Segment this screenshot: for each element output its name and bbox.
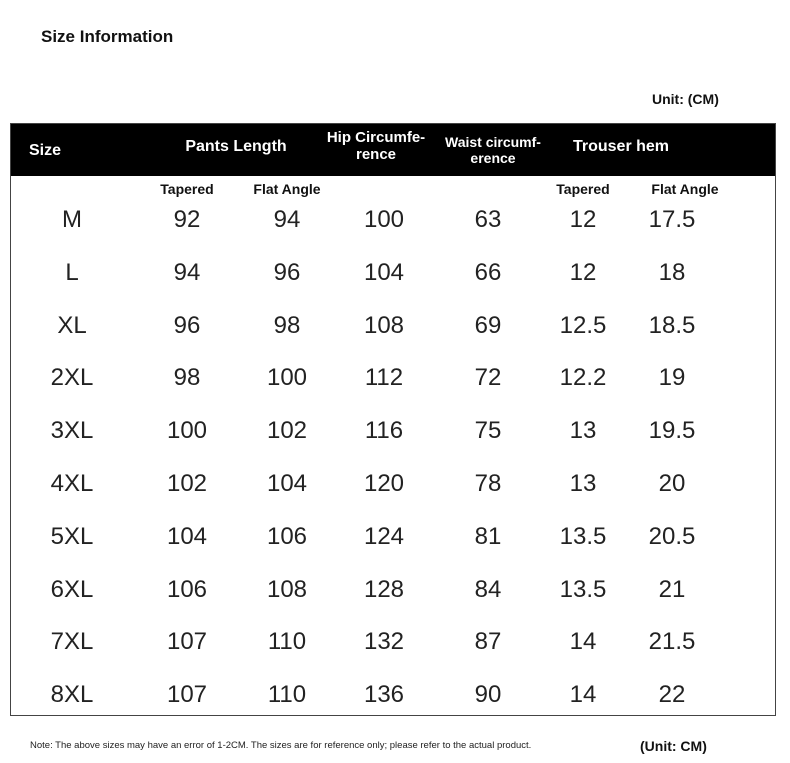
cell-hem-flat-angle: 17.5 <box>648 206 696 233</box>
cell-pants-flat-angle: 100 <box>266 364 308 392</box>
cell-waist: 63 <box>474 206 502 233</box>
cell-pants-flat-angle: 104 <box>266 470 308 497</box>
cell-waist: 90 <box>474 681 502 709</box>
cell-size: 6XL <box>50 575 94 603</box>
cell-pants-flat-angle: 94 <box>273 206 301 233</box>
cell-size: 7XL <box>50 628 94 656</box>
cell-hem-tapered: 14 <box>569 628 597 656</box>
cell-hem-flat-angle: 20 <box>658 470 686 497</box>
cell-hip: 104 <box>363 258 405 286</box>
cell-pants-flat-angle: 110 <box>267 681 307 709</box>
cell-pants-tapered: 96 <box>173 311 201 339</box>
cell-waist: 72 <box>474 364 502 392</box>
cell-hem-flat-angle: 19.5 <box>648 417 696 445</box>
table-row <box>11 352 775 404</box>
cell-pants-tapered: 107 <box>166 628 208 656</box>
subheader-hem-tapered: Tapered <box>556 181 610 197</box>
table-row <box>11 616 775 668</box>
cell-hem-flat-angle: 21.5 <box>648 628 696 656</box>
cell-size: 2XL <box>50 364 94 392</box>
cell-pants-flat-angle: 106 <box>266 522 308 550</box>
cell-waist: 66 <box>474 258 502 286</box>
header-size: Size <box>29 142 62 159</box>
cell-hem-flat-angle: 21 <box>658 575 686 603</box>
cell-waist: 81 <box>474 522 502 550</box>
cell-hem-tapered: 12 <box>569 258 597 286</box>
cell-pants-tapered: 92 <box>173 206 201 233</box>
cell-hip: 128 <box>363 575 405 603</box>
cell-size: XL <box>57 311 87 339</box>
cell-waist: 69 <box>474 311 502 339</box>
cell-hem-flat-angle: 18 <box>658 258 686 286</box>
unit-label-top: Unit: (CM) <box>652 91 719 107</box>
cell-pants-tapered: 107 <box>166 681 208 709</box>
cell-hem-flat-angle: 19 <box>658 364 686 392</box>
table-row <box>11 300 775 352</box>
table-row <box>11 405 775 457</box>
cell-waist: 78 <box>474 470 502 497</box>
table-row <box>11 458 775 510</box>
subheader-hem-flat-angle: Flat Angle <box>651 181 719 197</box>
cell-waist: 84 <box>474 575 502 603</box>
cell-hem-tapered: 12.2 <box>559 364 607 392</box>
table-row <box>11 669 775 721</box>
cell-hem-flat-angle: 20.5 <box>648 522 696 550</box>
table-row <box>11 564 775 616</box>
header-waist-circumference: Waist circumf- erence <box>445 134 541 167</box>
header-trouser-hem: Trouser hem <box>572 138 670 155</box>
cell-pants-tapered: 100 <box>166 417 208 445</box>
cell-hem-tapered: 13 <box>569 470 597 497</box>
cell-pants-tapered: 104 <box>166 522 208 550</box>
header-hip-circumference: Hip Circumfe- rence <box>326 129 426 164</box>
cell-size: M <box>62 206 82 233</box>
cell-hip: 120 <box>363 470 405 497</box>
cell-hem-tapered: 12.5 <box>559 311 607 339</box>
table-row <box>11 194 775 246</box>
cell-hip: 116 <box>364 417 404 445</box>
cell-size: L <box>65 258 79 286</box>
cell-pants-flat-angle: 102 <box>266 417 308 445</box>
cell-size: 3XL <box>50 417 94 445</box>
cell-size: 4XL <box>50 470 94 497</box>
table-row <box>11 247 775 299</box>
cell-size: 8XL <box>50 681 94 709</box>
table-header <box>11 124 775 176</box>
cell-waist: 75 <box>474 417 502 445</box>
cell-size: 5XL <box>50 522 94 550</box>
cell-hip: 100 <box>363 206 405 233</box>
footnote: Note: The above sizes may have an error of 1-2CM. The sizes are for reference only; please refer to the actual product. <box>30 740 532 751</box>
cell-hip: 112 <box>364 364 404 392</box>
cell-pants-flat-angle: 110 <box>267 628 307 656</box>
cell-hem-tapered: 14 <box>569 681 597 709</box>
cell-hip: 132 <box>363 628 405 656</box>
cell-hem-tapered: 13 <box>569 417 597 445</box>
cell-pants-tapered: 102 <box>166 470 208 497</box>
cell-hip: 136 <box>363 681 405 709</box>
cell-pants-flat-angle: 96 <box>273 258 301 286</box>
unit-label-bottom: (Unit: CM) <box>640 738 707 754</box>
cell-hip: 108 <box>363 311 405 339</box>
cell-hem-flat-angle: 22 <box>658 681 686 709</box>
cell-waist: 87 <box>474 628 502 656</box>
cell-hem-tapered: 13.5 <box>559 522 607 550</box>
subheader-pants-flat-angle: Flat Angle <box>253 181 321 197</box>
table-row <box>11 511 775 563</box>
cell-hip: 124 <box>363 522 405 550</box>
subheader-pants-tapered: Tapered <box>160 181 214 197</box>
size-table <box>10 123 776 716</box>
header-pants-length: Pants Length <box>185 138 287 155</box>
cell-pants-flat-angle: 98 <box>273 311 301 339</box>
page-title: Size Information <box>41 27 174 46</box>
cell-hem-flat-angle: 18.5 <box>648 311 696 339</box>
cell-hem-tapered: 13.5 <box>559 575 607 603</box>
cell-pants-tapered: 106 <box>166 575 208 603</box>
cell-pants-flat-angle: 108 <box>266 575 308 603</box>
cell-pants-tapered: 98 <box>173 364 201 392</box>
cell-pants-tapered: 94 <box>173 258 201 286</box>
cell-hem-tapered: 12 <box>569 206 597 233</box>
